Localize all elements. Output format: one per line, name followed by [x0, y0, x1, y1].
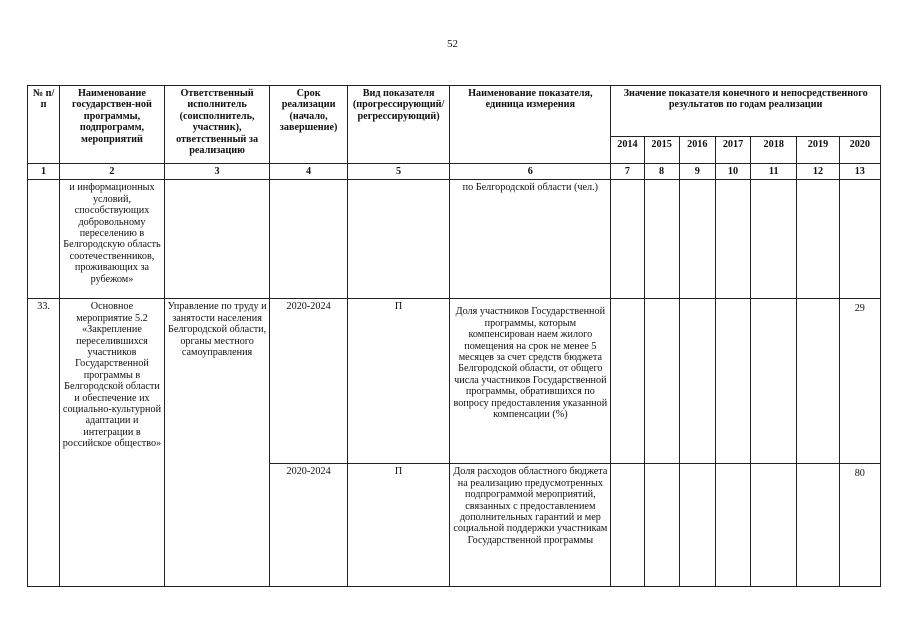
value-cell [611, 464, 644, 587]
value-cell [679, 464, 715, 587]
value-cell [797, 299, 839, 464]
value-cell [611, 180, 644, 299]
column-number: 10 [715, 164, 750, 180]
column-number: 3 [164, 164, 270, 180]
column-number: 4 [270, 164, 347, 180]
header-responsible: Ответственный исполнитель (соисполнитель, участник), ответственный за реализацию [164, 86, 270, 164]
cell-responsible: Управление по труду и занятости населения Белгородской области, органы местного самоуправления [164, 299, 270, 587]
cell-indicator-type [347, 180, 450, 299]
value-cell [751, 180, 797, 299]
year-cell: 2019 [797, 137, 839, 164]
value-cell [679, 180, 715, 299]
cell-term [270, 180, 347, 299]
cell-num: 33. [28, 299, 60, 587]
column-number: 6 [450, 164, 611, 180]
column-number: 7 [611, 164, 644, 180]
cell-num [28, 180, 60, 299]
column-number: 13 [839, 164, 880, 180]
cell-indicator-name: по Белгородской области (чел.) [450, 180, 611, 299]
header-num: № п/п [28, 86, 60, 164]
cell-indicator-type: П [347, 299, 450, 464]
value-cell [751, 299, 797, 464]
value-cell [644, 464, 679, 587]
column-number: 9 [679, 164, 715, 180]
header-term: Срок реализации (начало, завершение) [270, 86, 347, 164]
cell-term: 2020-2024 [270, 299, 347, 464]
year-cell: 2020 [839, 137, 880, 164]
value-cell [715, 299, 750, 464]
value-cell [839, 180, 880, 299]
year-cell: 2017 [715, 137, 750, 164]
cell-indicator-type: П [347, 464, 450, 587]
column-number: 8 [644, 164, 679, 180]
header-program: Наименование государствен-ной программы, подпрограмм, мероприятий [60, 86, 165, 164]
indicator-table [27, 85, 881, 587]
cell-term: 2020-2024 [270, 464, 347, 587]
year-cell: 2016 [679, 137, 715, 164]
table-row-33-indicator-1 [28, 299, 881, 464]
year-cell: 2018 [751, 137, 797, 164]
column-number: 5 [347, 164, 450, 180]
value-cell [797, 180, 839, 299]
column-number: 12 [797, 164, 839, 180]
value-cell [611, 299, 644, 464]
page-number: 52 [447, 38, 458, 50]
cell-program: Основное мероприятие 5.2 «Закрепление переселившихся участников Государственной программы в Белгородской области и обеспечение их социально-культурной адаптации и интеграции в российское общество» [60, 299, 165, 587]
header-indicator-type: Вид показателя (прогрессирующий/ регрессирующий) [347, 86, 450, 164]
header-indicator-name: Наименование показателя, единица измерения [450, 86, 611, 164]
column-numbers-row [28, 164, 881, 180]
value-cell [751, 464, 797, 587]
header-row [28, 86, 881, 137]
year-cell: 2014 [611, 137, 644, 164]
column-number: 2 [60, 164, 165, 180]
value-2020: 80 [839, 464, 880, 587]
header-values-group: Значение показателя конечного и непосредственного результатов по годам реализации [611, 86, 881, 137]
column-number: 1 [28, 164, 60, 180]
value-cell [644, 299, 679, 464]
column-number: 11 [751, 164, 797, 180]
value-cell [797, 464, 839, 587]
cell-responsible [164, 180, 270, 299]
value-cell [679, 299, 715, 464]
value-2020: 29 [839, 299, 880, 464]
value-cell [715, 464, 750, 587]
cell-indicator-name: Доля участников Государственной программы, которым компенсирован наем жилого помещения на срок не менее 5 месяцев за счет средств бюджета Белгородской области, от общего числа участников Государственной программы, обратившихся по вопросу предоставления указанной компенсации (%) [450, 299, 611, 464]
cell-program: и информационных условий, способствующих добровольному переселению в Белгородскую область соотечественников, проживающих за рубежом» [60, 180, 165, 299]
cell-indicator-name: Доля расходов областного бюджета на реализацию предусмотренных подпрограммой мероприятий, связанных с предоставлением дополнительных гарантий и мер социальной поддержки участникам Государственной программы [450, 464, 611, 587]
continuation-row [28, 180, 881, 299]
value-cell [644, 180, 679, 299]
year-cell: 2015 [644, 137, 679, 164]
value-cell [715, 180, 750, 299]
